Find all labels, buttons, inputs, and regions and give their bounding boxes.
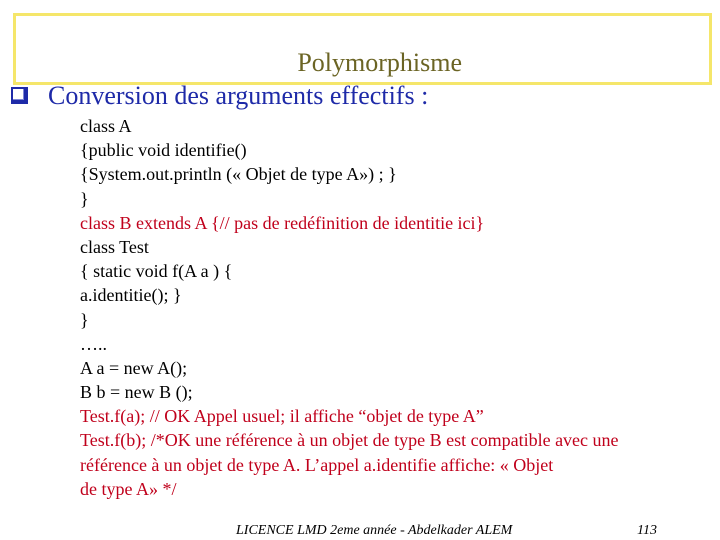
code-line: Test.f(a); // OK Appel usuel; il affiche “objet de type A” xyxy=(80,406,484,427)
code-line: class A xyxy=(80,116,132,136)
code-line: } xyxy=(80,188,89,209)
code-line: { static void f(A a ) { xyxy=(80,261,233,282)
code-line: de type A» */ xyxy=(80,478,177,499)
slide-footer: LICENCE LMD 2eme année - Abdelkader ALEM xyxy=(236,523,513,538)
slide-title: Polymorphisme xyxy=(297,48,462,77)
code-line: Test.f(b); /*OK une référence à un objet de type B est compatible avec une xyxy=(80,430,619,451)
code-line: ….. xyxy=(80,333,107,354)
code-line: {System.out.println (« Objet de type A») ; } xyxy=(80,164,397,185)
hollow-square-bullet-icon xyxy=(11,87,28,104)
code-line: class B extends A {// pas de redéfinition de identitie ici} xyxy=(80,212,485,233)
code-block xyxy=(80,114,700,501)
code-line: référence à un objet de type A. L’appel a.identifie affiche: « Objet xyxy=(80,454,554,475)
code-line: class Test xyxy=(80,236,149,257)
code-line: B b = new B (); xyxy=(80,382,193,403)
page-number: 113 xyxy=(637,523,657,538)
code-line: } xyxy=(80,309,89,330)
code-line: {public void identifie() xyxy=(80,140,247,161)
bullet-heading-text: Conversion des arguments effectifs : xyxy=(48,81,429,110)
code-line: a.identitie(); } xyxy=(80,285,182,306)
code-line: A a = new A(); xyxy=(80,357,188,378)
title-frame xyxy=(13,13,712,85)
